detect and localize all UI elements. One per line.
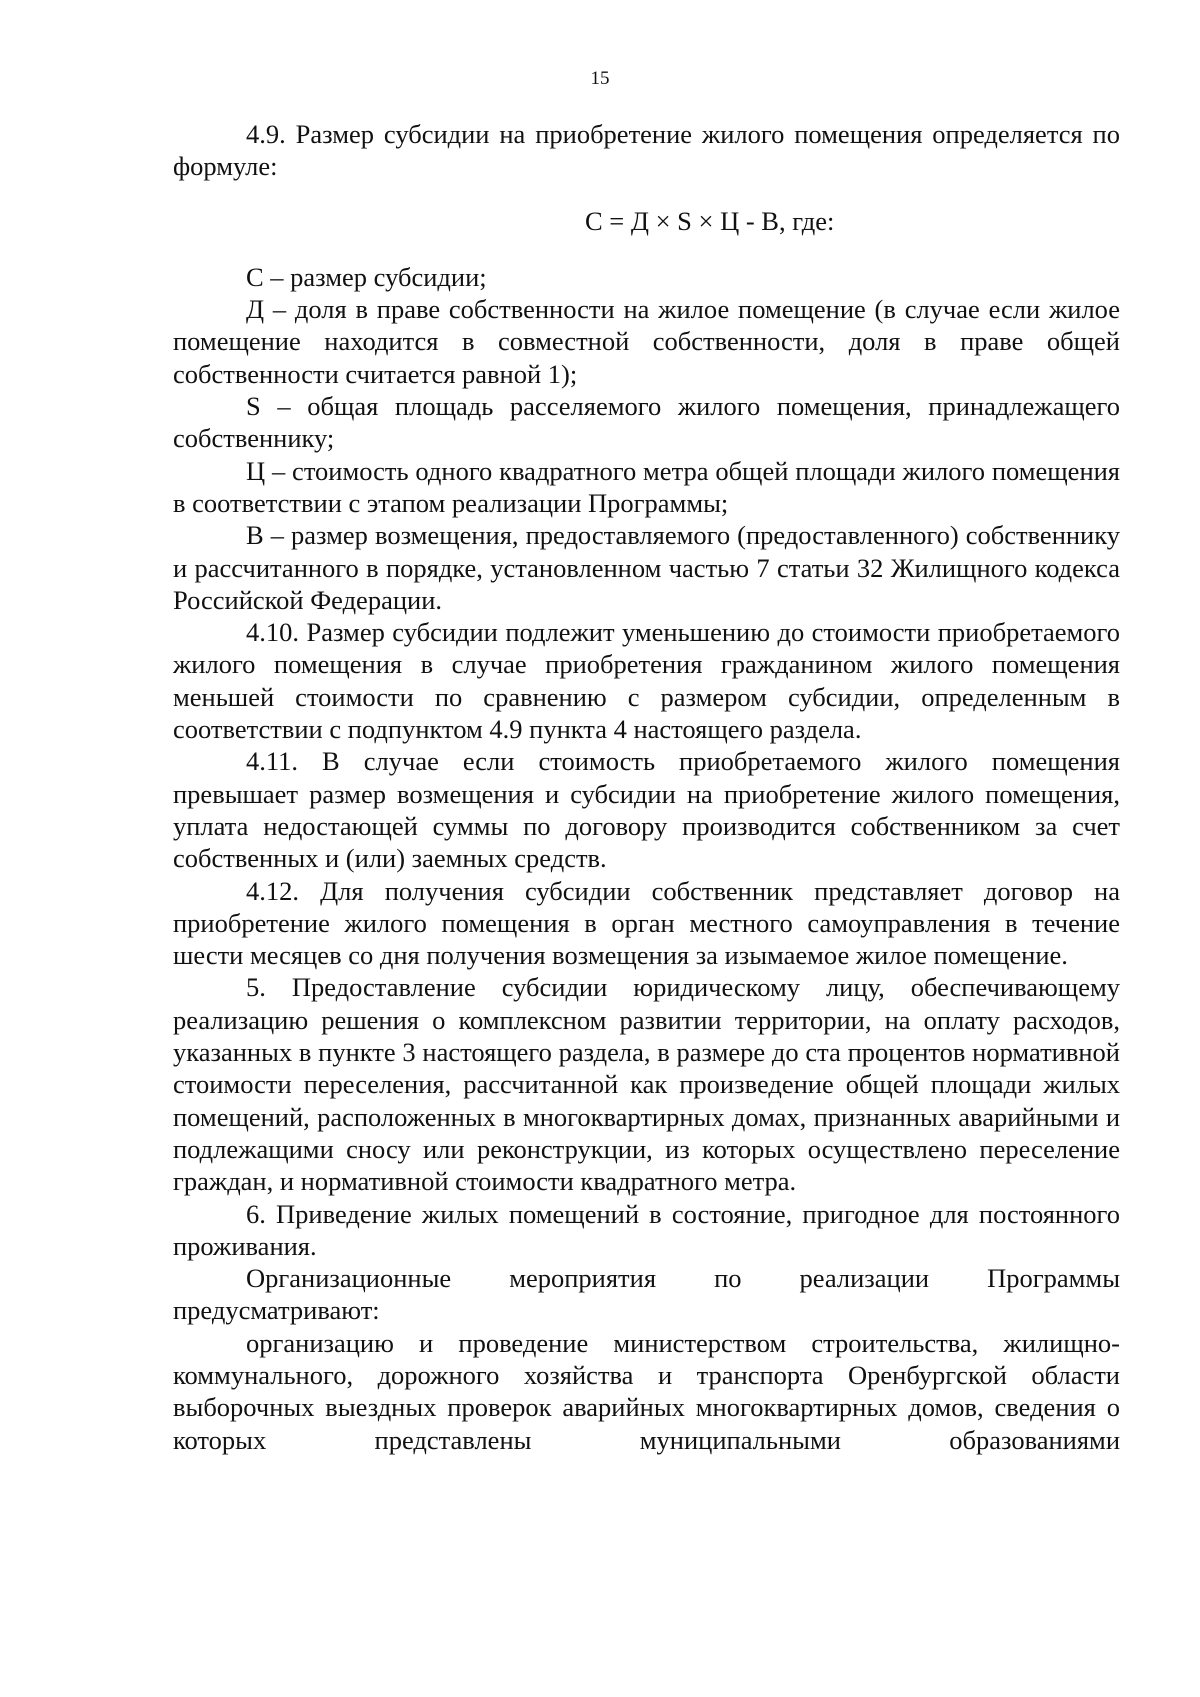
paragraph-5: 5. Предоставление субсидии юридическому лицу, обеспечивающему реализацию решения о комплексном развитии территории, на оплату расходов, указанных в пункте 3 настоящего раздела, в размере до ста процентов нормативной стоимости переселения, рассчитанной как произведение общей площади жилых помещений, расположенных в многоквартирных домах, признанных аварийными и подлежащими сносу или реконструкции, из которых осуществлено переселение граждан, и нормативной стоимости квадратного метра. [173, 972, 1120, 1197]
definition-ts: Ц – стоимость одного квадратного метра общей площади жилого помещения в соответствии с этапом реализации Программы; [173, 455, 1120, 518]
document-body [173, 118, 1120, 1456]
definition-d: Д – доля в праве собственности на жилое помещение (в случае если жилое помещение находится в совместной собственности, доля в праве общей собственности считается равной 1); [173, 294, 1120, 389]
organizational-measures-intro: Организационные мероприятия по реализации Программы предусматривают: [173, 1263, 1120, 1326]
definition-c: С – размер субсидии; [246, 261, 487, 292]
definition-s: S – общая площадь расселяемого жилого помещения, принадлежащего собственнику; [173, 391, 1120, 454]
subsidy-formula: С = Д × S × Ц - В, где: [585, 205, 835, 236]
organizational-measures-item: организацию и проведение министерством строительства, жилищно-коммунального, дорожного хозяйства и транспорта Оренбургской области выборочных выездных проверок аварийных многоквартирных домов, сведения о которых представлены муниципальными образованиями [173, 1327, 1120, 1455]
paragraph-4-12: 4.12. Для получения субсидии собственник представляет договор на приобретение жилого помещения в орган местного самоуправления в течение шести месяцев со дня получения возмещения за изымаемое жилое помещение. [173, 875, 1120, 971]
page-number: 15 [590, 68, 610, 89]
paragraph-4-10: 4.10. Размер субсидии подлежит уменьшению до стоимости приобретаемого жилого помещения в случае приобретения гражданином жилого помещения меньшей стоимости по сравнению с размером субсидии, определенным в соответствии с подпунктом 4.9 пункта 4 настоящего раздела. [173, 617, 1120, 745]
definition-v: В – размер возмещения, предоставляемого (предоставленного) собственнику и рассчитанного в порядке, установленном частью 7 статьи 32 Жилищного кодекса Российской Федерации. [173, 520, 1120, 615]
paragraph-4-11: 4.11. В случае если стоимость приобретаемого жилого помещения превышает размер возмещения и субсидии на приобретение жилого помещения, уплата недостающей суммы по договору производится собственником за счет собственных и (или) заемных средств. [173, 746, 1120, 874]
paragraph-4-9: 4.9. Размер субсидии на приобретение жилого помещения определяется по формуле: [173, 119, 1120, 182]
paragraph-6: 6. Приведение жилых помещений в состояние, пригодное для постоянного проживания. [173, 1198, 1120, 1261]
